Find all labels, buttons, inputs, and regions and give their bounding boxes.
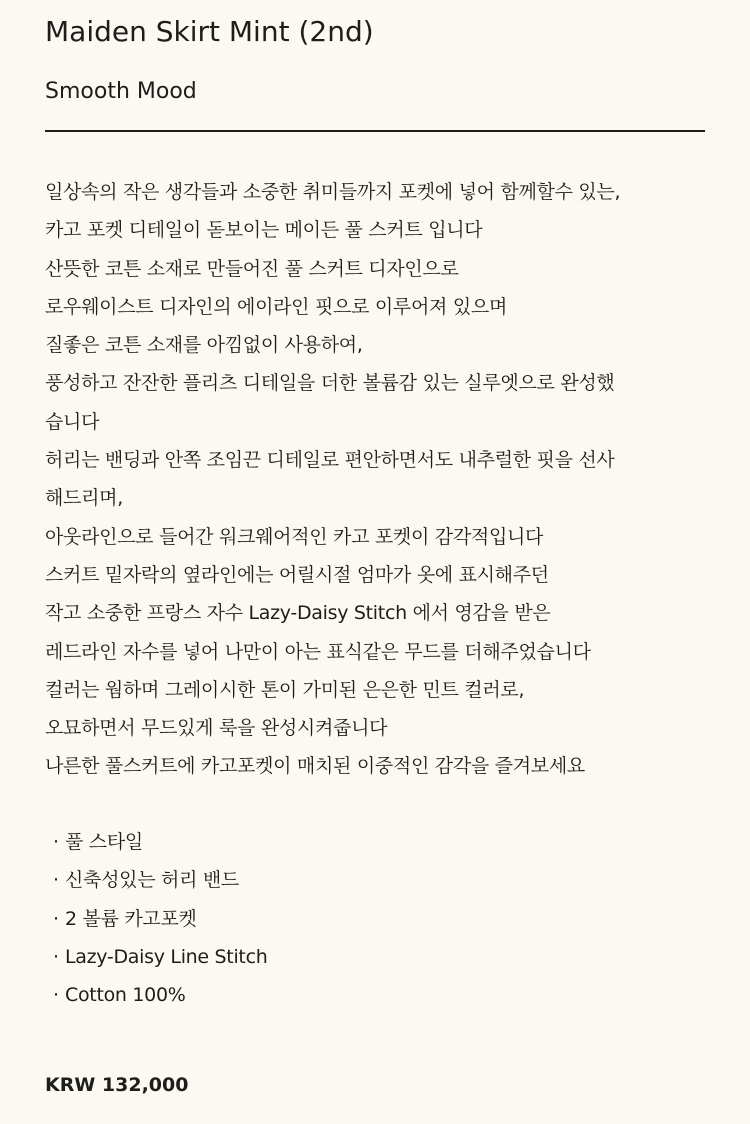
product-title: Maiden Skirt Mint (2nd) — [45, 15, 374, 48]
description-line: 오묘하면서 무드있게 룩을 완성시켜줍니다 — [45, 717, 388, 740]
feature-list — [53, 823, 267, 1014]
title-divider — [45, 130, 705, 132]
description-line: 허리는 밴딩과 안쪽 조임끈 디테일로 편안하면서도 내추럴한 핏을 선사 — [45, 449, 615, 472]
description-line: 컬러는 웜하며 그레이시한 톤이 가미된 은은한 민트 컬러로, — [45, 678, 525, 701]
description-line: 산뜻한 코튼 소재로 만들어진 풀 스커트 디자인으로 — [45, 257, 459, 280]
bullet-dot: · — [53, 945, 59, 968]
description-line: 해드리며, — [45, 487, 123, 510]
feature-text: 2 볼륨 카고포켓 — [65, 907, 197, 930]
feature-text: 풀 스타일 — [65, 831, 143, 853]
bullet-dot: · — [53, 869, 59, 892]
bullet-dot: · — [53, 907, 59, 930]
description-line: 스커트 밑자락의 옆라인에는 어릴시절 엄마가 옷에 표시해주던 — [45, 563, 549, 586]
feature-item — [53, 976, 267, 1014]
product-price: KRW 132,000 — [45, 1074, 189, 1096]
feature-text: Cotton 100% — [65, 984, 186, 1007]
description-line: 일상속의 작은 생각들과 소중한 취미들까지 포켓에 넣어 함께할수 있는, — [45, 181, 621, 203]
description-line: 나른한 풀스커트에 카고포켓이 매치된 이중적인 감각을 즐겨보세요 — [45, 755, 585, 778]
description-line: 카고 포켓 디테일이 돋보이는 메이든 풀 스커트 입니다 — [45, 219, 483, 242]
description-line: 아웃라인으로 들어간 워크웨어적인 카고 포켓이 감각적입니다 — [45, 525, 544, 548]
feature-item — [53, 823, 267, 861]
description-line: 풍성하고 잔잔한 플리츠 디테일을 더한 볼륨감 있는 실루엣으로 완성했 — [45, 372, 615, 395]
description-line: 레드라인 자수를 넣어 나만이 아는 표식같은 무드를 더해주었습니다 — [45, 640, 591, 663]
description-line: 작고 소중한 프랑스 자수 Lazy-Daisy Stitch 에서 영감을 받은 — [45, 602, 551, 625]
bullet-dot: · — [53, 831, 59, 853]
feature-item — [53, 900, 267, 938]
feature-text: 신축성있는 허리 밴드 — [65, 869, 239, 892]
product-subtitle: Smooth Mood — [45, 79, 197, 104]
feature-item — [53, 938, 267, 976]
product-description — [45, 173, 705, 786]
description-line: 로우웨이스트 디자인의 에이라인 핏으로 이루어져 있으며 — [45, 295, 507, 318]
description-line: 질좋은 코튼 소재를 아낌없이 사용하여, — [45, 334, 363, 357]
bullet-dot: · — [53, 984, 59, 1007]
description-line: 습니다 — [45, 410, 100, 433]
feature-item — [53, 861, 267, 899]
feature-text: Lazy-Daisy Line Stitch — [65, 945, 268, 968]
